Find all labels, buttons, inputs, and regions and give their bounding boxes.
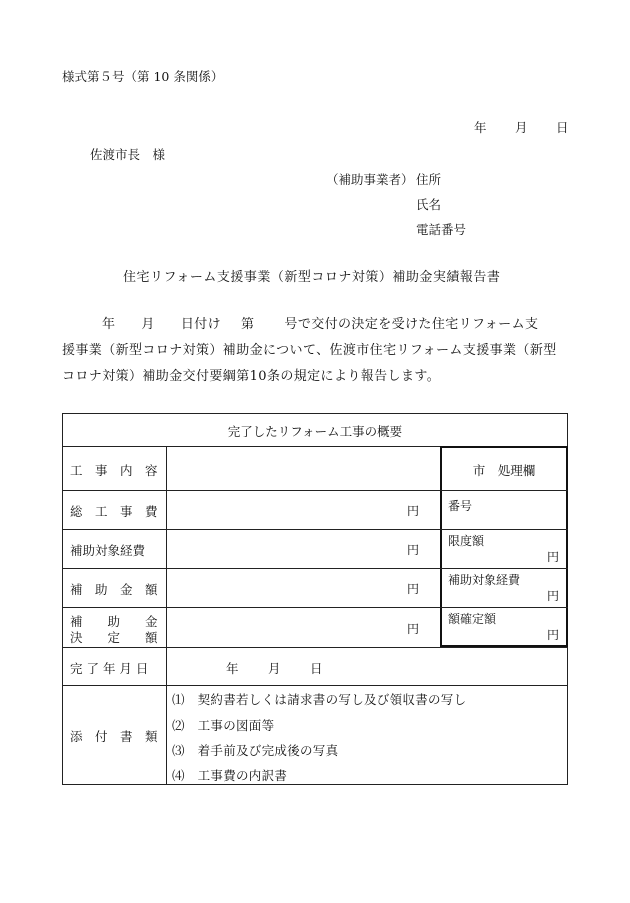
attachment-item: ⑷ 工事費の内訳書 — [172, 768, 288, 783]
form-number: 様式第５号（第 10 条関係） — [62, 69, 224, 84]
document-title: 住宅リフォーム支援事業（新型コロナ対策）補助金実績報告書 — [123, 270, 501, 285]
yen-decided-amount: 円 — [407, 622, 420, 636]
yen-total-cost: 円 — [407, 504, 420, 518]
table-divider — [62, 685, 568, 686]
city-divider — [440, 607, 568, 608]
table-divider — [62, 607, 440, 608]
label-completion-date: 完 了 年 月 日 — [70, 661, 149, 676]
table-header: 完了したリフォーム工事の概要 — [227, 424, 403, 439]
city-divider — [440, 529, 568, 530]
city-limit-yen: 円 — [547, 550, 560, 564]
city-confirmed-label: 額確定額 — [448, 612, 497, 626]
body-year: 年 — [102, 317, 116, 332]
body-no-prefix: 第 — [241, 317, 255, 332]
body-line2: 援事業（新型コロナ対策）補助金について、佐渡市住宅リフォーム支援事業（新型 — [62, 343, 557, 358]
date-month-label: 月 — [515, 120, 528, 135]
label-subsidy-amount: 補 助 金 額 — [70, 582, 158, 597]
applicant-role: （補助事業者） — [326, 172, 414, 187]
city-limit-label: 限度額 — [448, 534, 485, 548]
table-divider — [62, 647, 568, 648]
addressee: 佐渡市長 様 — [90, 147, 166, 162]
address-label: 住所 — [416, 172, 442, 187]
completion-year: 年 — [226, 661, 239, 676]
body-month: 月 — [141, 317, 155, 332]
body-paragraph — [62, 312, 572, 390]
city-divider — [440, 490, 568, 491]
completion-month: 月 — [268, 661, 281, 676]
table-column-divider — [166, 446, 167, 785]
table-divider — [62, 529, 440, 530]
body-line1-rest: 号で交付の決定を受けた住宅リフォーム支 — [284, 317, 539, 332]
label-decided-line2: 決 定 額 — [70, 630, 158, 645]
date-year-label: 年 — [474, 120, 487, 135]
city-divider — [440, 568, 568, 569]
yen-subsidy-amount: 円 — [407, 582, 420, 596]
completion-day: 日 — [310, 661, 323, 676]
label-eligible-cost: 補助対象経費 — [70, 543, 146, 558]
label-decided-line1: 補 助 金 — [70, 614, 158, 629]
label-total-cost: 総 工 事 費 — [70, 504, 158, 519]
name-label: 氏名 — [416, 197, 442, 212]
body-dated: 日付け — [180, 317, 222, 332]
city-column-header: 市 処理欄 — [472, 463, 536, 478]
phone-label: 電話番号 — [416, 222, 467, 237]
attachment-item: ⑵ 工事の図面等 — [172, 718, 275, 733]
city-number-label: 番号 — [448, 499, 473, 513]
city-eligible-label: 補助対象経費 — [448, 573, 521, 587]
label-attachments: 添 付 書 類 — [70, 729, 158, 744]
table-divider — [62, 568, 440, 569]
attachment-item: ⑴ 契約書若しくは請求書の写し及び領収書の写し — [172, 692, 467, 707]
label-work-content: 工 事 内 容 — [70, 463, 158, 478]
yen-eligible-cost: 円 — [407, 543, 420, 557]
body-line3: コロナ対策）補助金交付要綱第10条の規定により報告します。 — [62, 369, 441, 384]
table-divider — [62, 490, 440, 491]
city-eligible-yen: 円 — [547, 589, 560, 603]
date-day-label: 日 — [556, 120, 569, 135]
attachment-item: ⑶ 着手前及び完成後の写真 — [172, 743, 339, 758]
city-confirmed-yen: 円 — [547, 628, 560, 642]
